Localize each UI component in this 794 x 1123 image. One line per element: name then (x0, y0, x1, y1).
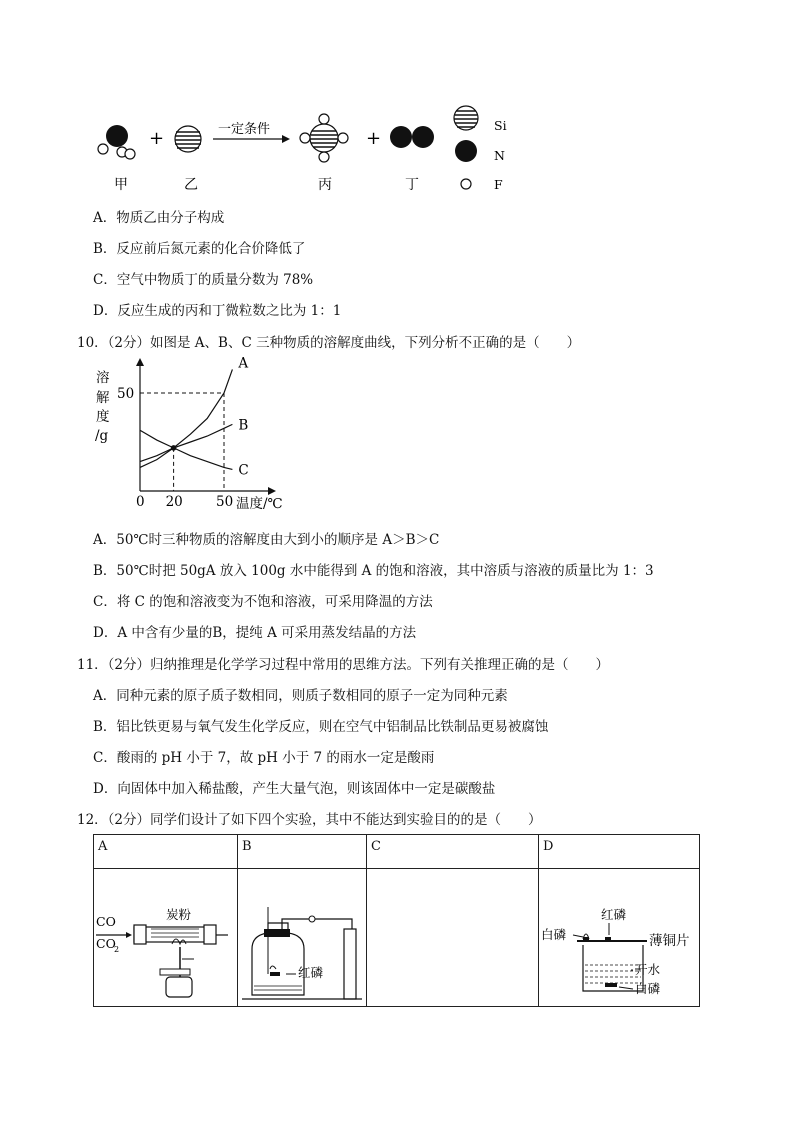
q11-stem: 11．（2分）归纳推理是化学学习过程中常用的思维方法。下列有关推理正确的是（ ） (77, 657, 610, 673)
plus-sign-2: + (366, 128, 382, 149)
label-carbon-powder: 炭粉 (166, 907, 192, 922)
curve-label-c: C (238, 462, 249, 479)
legend-f: F (494, 177, 503, 192)
x-tick-20: 20 (165, 494, 183, 510)
legend-n: N (494, 148, 505, 163)
q10-option-b: B．50℃时把 50gA 放入 100g 水中能得到 A 的饱和溶液，其中溶质与溶液的质量比为 1：3 (93, 563, 654, 579)
q9-option-d: D．反应生成的丙和丁微粒数之比为 1：1 (93, 303, 342, 319)
y-axis-label-char: 度 (96, 409, 110, 425)
y-axis-arrow (136, 358, 144, 366)
label-co2: CO (96, 936, 116, 951)
curve-label-b: B (238, 417, 249, 434)
q12-stem: 12．（2分）同学们设计了如下四个实验，其中不能达到实验目的的是（ ） (77, 812, 542, 828)
q11-option-b: B．铝比铁更易与氧气发生化学反应，则在空气中铝制品比铁制品更易被腐蚀 (93, 719, 549, 735)
q10-option-c: C．将 C 的饱和溶液变为不饱和溶液，可采用降温的方法 (93, 594, 433, 610)
y-tick-50: 50 (117, 386, 135, 402)
header-d: D (539, 835, 700, 869)
plus-sign-1: + (149, 128, 165, 149)
intersection-point (171, 445, 177, 451)
y-axis-label-char: 解 (96, 390, 110, 406)
q9-option-b: B．反应前后氮元素的化合价降低了 (93, 241, 306, 257)
experiment-d (539, 869, 700, 1007)
experiment-d-apparatus (539, 869, 699, 1006)
label-red-phosphorus-b: 红磷 (298, 965, 324, 980)
legend-si: Si (494, 118, 507, 133)
reaction-condition: 一定条件 (218, 122, 271, 137)
header-b: B (238, 835, 367, 869)
label-co: CO (96, 914, 116, 929)
experiment-b (238, 869, 367, 1007)
y-axis-label-char: /g (95, 428, 109, 444)
x-tick-0: 0 (136, 494, 145, 510)
label-bing: 丙 (318, 177, 332, 193)
curve-label-a: A (238, 355, 249, 372)
experiment-b-apparatus (238, 869, 366, 1006)
experiment-table (93, 834, 700, 1007)
label-hot-water: 开水 (635, 962, 661, 977)
curve-a (140, 369, 232, 467)
q11-option-d: D．向固体中加入稀盐酸，产生大量气泡，则该固体中一定是碳酸盐 (93, 781, 496, 797)
y-axis-label-char: 溶 (96, 370, 110, 386)
experiment-a-apparatus (94, 869, 237, 1006)
q10-option-d: D．A 中含有少量的B，提纯 A 可采用蒸发结晶的方法 (93, 625, 417, 641)
q10-option-a: A．50℃时三种物质的溶解度由大到小的顺序是 A＞B＞C (93, 532, 440, 548)
q11-option-a: A．同种元素的原子质子数相同，则质子数相同的原子一定为同种元素 (93, 688, 508, 704)
q10-stem: 10．（2分）如图是 A、B、C 三种物质的溶解度曲线，下列分析不正确的是（ ） (77, 335, 581, 351)
experiment-c (367, 869, 539, 1007)
label-copper-sheet: 薄铜片 (649, 933, 690, 949)
q11-option-c: C．酸雨的 pH 小于 7，故 pH 小于 7 的雨水一定是酸雨 (93, 750, 435, 766)
label-jia: 甲 (114, 177, 128, 193)
q9-option-a: A．物质乙由分子构成 (93, 210, 225, 226)
q9-option-c: C．空气中物质丁的质量分数为 78% (93, 272, 314, 288)
curve-c (140, 430, 232, 469)
header-c: C (367, 835, 539, 869)
label-yi: 乙 (184, 177, 198, 193)
label-white-phosphorus-top: 白磷 (541, 927, 567, 942)
label-ding: 丁 (405, 177, 419, 193)
x-axis-label: 温度/℃ (236, 496, 283, 512)
label-co2-sub: 2 (114, 945, 120, 954)
label-white-phosphorus-bottom: 白磷 (635, 981, 661, 996)
experiment-a (94, 869, 238, 1007)
label-red-phosphorus-d: 红磷 (601, 907, 627, 922)
x-tick-50: 50 (216, 494, 234, 510)
curve-b (140, 424, 232, 461)
x-axis-arrow (268, 487, 276, 495)
header-a: A (94, 835, 238, 869)
